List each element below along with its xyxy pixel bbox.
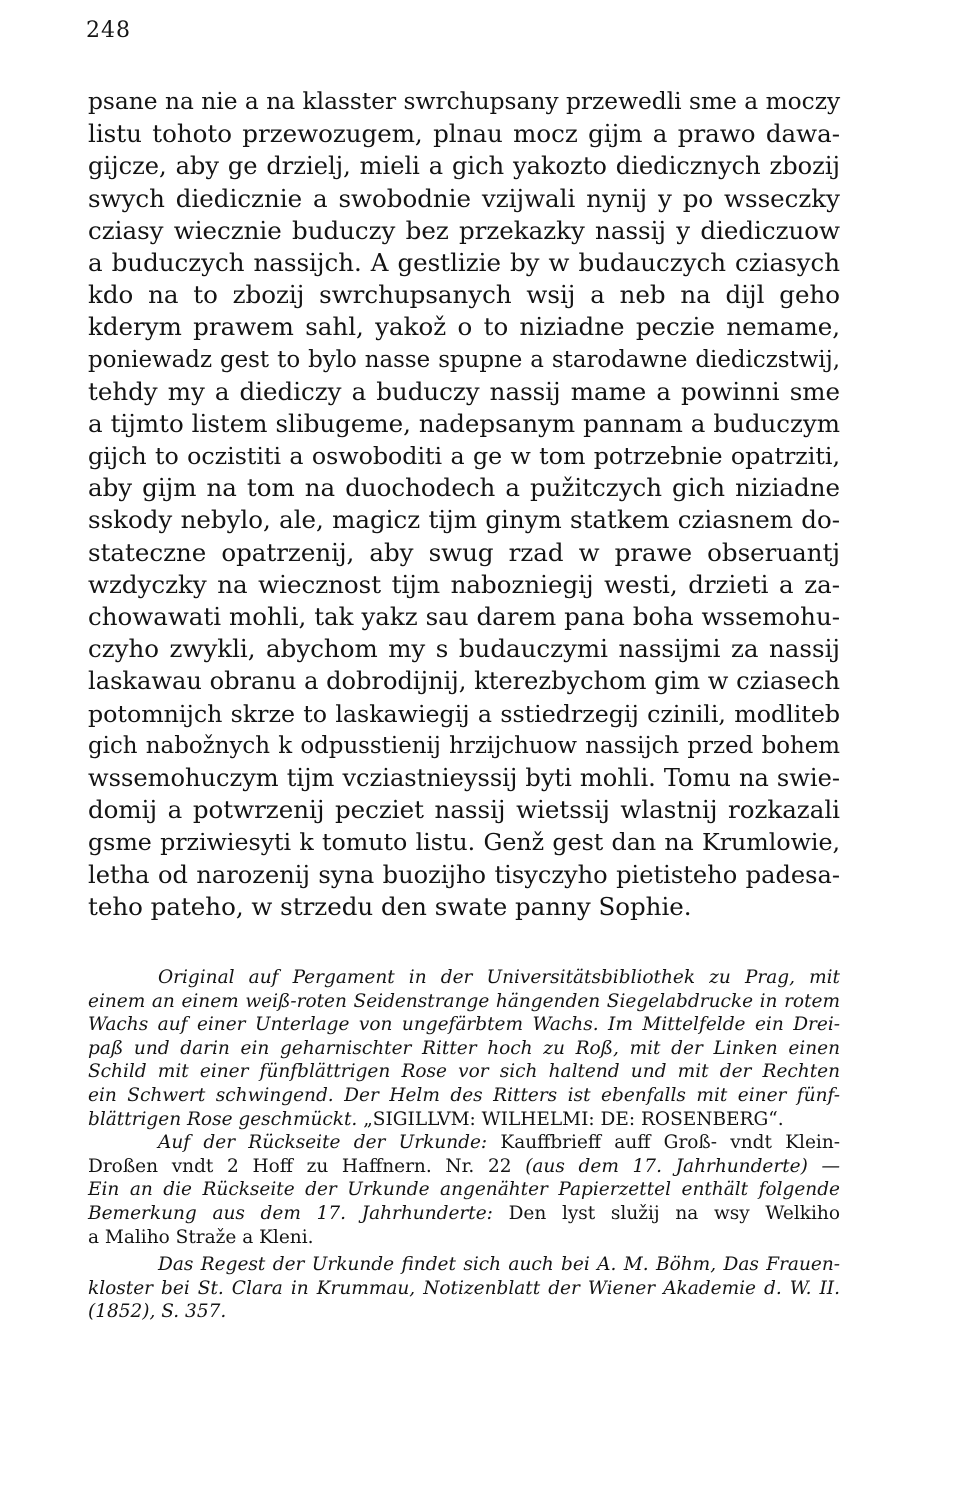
text-line: letha od narozenij syna buozijho tisyczyho pietisteho padesa- xyxy=(88,860,840,889)
text-line: wssemohuczym tijm vcziastnieyssij byti mohli. Tomu na swie- xyxy=(88,763,840,792)
text-line: aby gijm na tom na duochodech a pužitczych gich niziadne xyxy=(88,473,840,503)
note-line: Schild mit einer fünfblättrigen Rose vor sich haltend und mit der Rechten xyxy=(88,1061,840,1083)
note-upright-part: Kauffbrieff auff Groß- vndt Klein- xyxy=(500,1132,840,1154)
note-line xyxy=(88,1202,840,1226)
note-line xyxy=(88,1108,840,1132)
note-italic-part: (aus dem 17. Jahrhunderte) — xyxy=(525,1155,840,1177)
seal-inscription: „SIGILLVM: WILHELMI: DE: ROSENBERG“. xyxy=(363,1108,784,1130)
note-line: Original auf Pergament in der Universitätsbibliothek zu Prag, mit xyxy=(158,967,840,988)
text-line-last: teho pateho, w strzedu den swate panny Sophie. xyxy=(88,891,692,921)
text-line: swych diedicznie a swobodnie vzijwali nynij y po wsseczky xyxy=(88,183,840,213)
text-line: gich nabožnych k odpusstienij hrzijchuow nassijch przed bohem xyxy=(88,732,840,759)
text-line: tehdy my a diediczy a buduczy nassij mame a powinni sme xyxy=(88,376,840,406)
note-line: a Maliho Straže a Kleni. xyxy=(88,1226,314,1248)
text-line: psane na nie a na klasster swrchupsany przewedli sme a moczy xyxy=(88,88,841,115)
note-upright-part: Welkiho xyxy=(765,1202,840,1224)
text-line: domij a potwrzenij pecziet nassij wietssij wlastnij rozkazali xyxy=(88,795,840,825)
text-line: laskawau obranu a dobrodijnij, kterezbychom gim w cziasech xyxy=(88,667,840,696)
text-line: a tijmto listem slibugeme, nadepsanym pannam a buduczym xyxy=(88,408,840,438)
note-line: Ein an die Rückseite der Urkunde angenähter Papierzettel enthält folgende xyxy=(88,1179,840,1201)
note-upright-part: Den lyst služij na wsy xyxy=(508,1202,766,1224)
text-line: czyho zwykli, abychom my s budauczymi nassijmi za nassij xyxy=(88,634,840,664)
page-number: 248 xyxy=(86,18,131,43)
text-line: cziasy wiecznie buduczy bez przekazky nassij y diediczuow xyxy=(88,215,840,245)
text-line: potomnijch skrze to laskawiegij a sstiedrzegij czinili, modliteb xyxy=(88,699,840,728)
note-line: einem an einem weiß-roten Seidenstrange hängenden Siegelabdrucke in rotem xyxy=(88,990,840,1012)
note-line: ein Schwert schwingend. Der Helm des Ritters ist ebenfalls mit einer fünf- xyxy=(88,1084,840,1106)
editorial-notes xyxy=(88,966,840,1324)
note-italic-part: blättrigen Rose geschmückt. xyxy=(88,1108,364,1130)
main-text-block xyxy=(88,86,840,923)
note-line: Wachs auf einer Unterlage von ungefärbtem Wachs. Im Mittelfelde ein Drei- xyxy=(88,1014,840,1036)
note-line: (1852), S. 357. xyxy=(88,1301,227,1323)
text-line: listu tohoto przewozugem, plnau mocz gijm a prawo dawa- xyxy=(88,119,840,149)
text-line: stateczne opatrzenij, aby swug rzad w prawe obseruantj xyxy=(88,537,840,567)
text-line: kderym prawem sahl, yakož o to niziadne peczie nemame, xyxy=(88,312,840,342)
note-italic-part: Auf der Rückseite der Urkunde: xyxy=(158,1132,501,1154)
text-line: gijcze, aby ge drzielj, mieli a gich yakozto diedicznych zbozij xyxy=(88,152,840,181)
text-line: kdo na to zbozij swrchupsanych wsij a neb na dijl geho xyxy=(88,280,840,310)
text-line: a buduczych nassijch. A gestlizie by w budauczych cziasych xyxy=(88,247,840,277)
note-line xyxy=(88,1155,840,1179)
note-line xyxy=(88,1131,840,1155)
text-line: poniewadz gest to bylo nasse spupne a starodawne diediczstwij, xyxy=(88,346,840,373)
text-line: chowawati mohli, tak yakz sau darem pana boha wssemohu- xyxy=(88,602,840,631)
note-line: Das Regest der Urkunde findet sich auch bei A. M. Böhm, Das Frauen- xyxy=(158,1254,840,1276)
text-line: gijch to oczistiti a oswoboditi a ge w tom potrzebnie opatrziti, xyxy=(88,442,840,471)
note-line: kloster bei St. Clara in Krummau, Notizenblatt der Wiener Akademie d. W. II. xyxy=(88,1277,840,1299)
note-upright-part: Droßen vndt 2 Hoff zu Haffnern. Nr. 22 xyxy=(88,1155,526,1177)
note-line: paß und darin ein geharnischter Ritter hoch zu Roß, mit der Linken einen xyxy=(88,1037,840,1059)
text-line: sskody nebylo, ale, magicz tijm ginym statkem cziasnem do- xyxy=(88,505,840,535)
text-line: wzdyczky na wiecznost tijm nabozniegij westi, drzieti a za- xyxy=(88,569,840,599)
text-line: gsme prziwiesyti k tomuto listu. Genž gest dan na Krumlowie, xyxy=(88,828,840,857)
note-italic-part: Bemerkung aus dem 17. Jahrhunderte: xyxy=(88,1202,509,1224)
